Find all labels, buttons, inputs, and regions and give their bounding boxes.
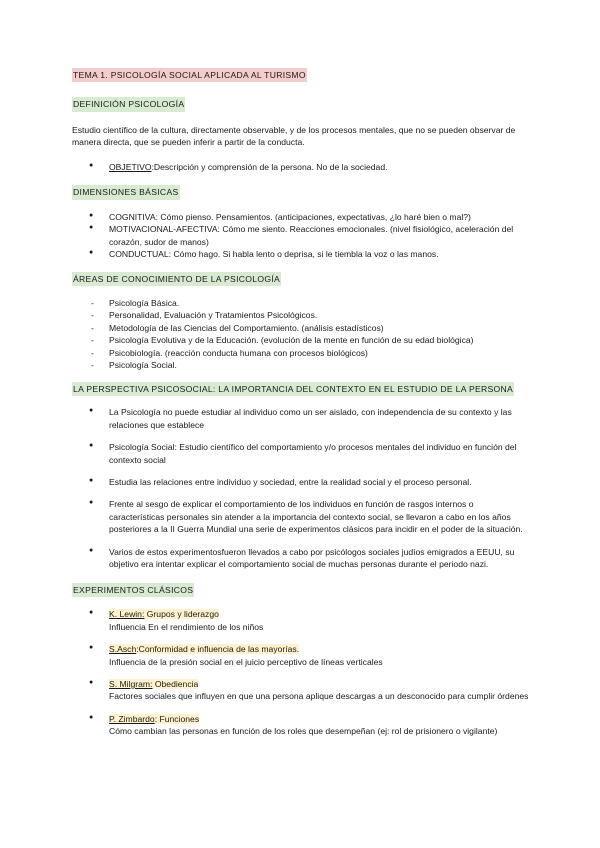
perspectiva-list xyxy=(72,406,530,571)
list-item: ● Frente al sesgo de explicar el comportamiento de los individuos en función de rasgos internos o características personales sin atender a la importancia del contexto social, se llevaron a cabo en los años posteriores a la II Guerra Mundial una serie de experimentos clásicos para incidir en el poder de la situación. xyxy=(72,498,530,535)
list-item: - Metodología de las Ciencias del Comportamiento. (análisis estadísticos) xyxy=(72,322,530,334)
experiment-topic: : Funciones xyxy=(154,713,200,724)
objetivo-label: OBJETIVO xyxy=(109,161,152,172)
experiment-item xyxy=(72,643,530,668)
document-page xyxy=(72,68,530,738)
document-title: TEMA 1. PSICOLOGÍA SOCIAL APLICADA AL TURISMO xyxy=(72,68,307,82)
list-item: ● CONDUCTUAL: Cómo hago. Si habla lento o deprisa, si le tiembla la voz o las manos. xyxy=(72,248,530,260)
experiment-author: K. Lewin: xyxy=(109,609,145,620)
experimentos-list xyxy=(72,608,530,738)
section-heading-perspectiva: LA PERSPECTIVA PSICOSOCIAL: LA IMPORTANCIA DEL CONTEXTO EN EL ESTUDIO DE LA PERSONA xyxy=(72,382,514,396)
list-item: ● La Psicología no puede estudiar al individuo como un ser aislado, con independencia de su contexto y las relaciones que establece xyxy=(72,406,530,431)
experiment-topic: Grupos y liderazgo xyxy=(144,609,219,620)
objetivo-list xyxy=(72,161,530,173)
section-heading-dimensiones: DIMENSIONES BÁSICAS xyxy=(72,185,180,199)
dimensiones-list xyxy=(72,211,530,261)
experiment-item xyxy=(72,678,530,703)
experiment-author: P. Zimbardo xyxy=(109,713,155,724)
experiment-description: Cómo cambian las personas en función de los roles que desempeñan (ej: rol de prisionero o vigilante) xyxy=(109,726,498,737)
section-heading-definicion: DEFINICIÓN PSICOLOGÍA xyxy=(72,97,185,111)
definition-paragraph: Estudio científico de la cultura, directamente observable, y de los procesos mentales, que no se pueden observar de manera directa, que se pueden inferir a partir de la conducta. xyxy=(72,124,516,148)
areas-list xyxy=(72,297,530,372)
experiment-author: S. Milgram: xyxy=(109,678,153,689)
experiment-item xyxy=(72,713,530,738)
list-item: - Psicología Básica. xyxy=(72,297,530,309)
list-item: ● Varios de estos experimentosfueron llevados a cabo por psicólogos sociales judíos emigrados a EEUU, su objetivo era intentar explicar el comportamiento social de muchas personas durante el periodo nazi. xyxy=(72,546,530,571)
objetivo-text: :Descripción y comprensión de la persona. No de la sociedad. xyxy=(151,161,388,172)
experiment-author: S.Asch xyxy=(109,644,137,655)
list-item: ● MOTIVACIONAL-AFECTIVA: Cómo me siento. Reacciones emocionales. (nivel fisiológico, aceleración del corazón, sudor de manos) xyxy=(72,223,530,248)
experiment-topic: Obediencia xyxy=(152,678,199,689)
list-item: ● COGNITIVA: Cómo pienso. Pensamientos. (anticipaciones, expectativas, ¿lo haré bien o mal?) xyxy=(72,211,530,223)
list-item: - Psicología Evolutiva y de la Educación. (evolución de la mente en función de su edad biológica) xyxy=(72,334,530,346)
list-item: ● Estudia las relaciones entre individuo y sociedad, entre la realidad social y el proceso personal. xyxy=(72,476,530,488)
experiment-description: Factores sociales que influyen en que una persona aplique descargas a un desconocido para cumplir órdenes xyxy=(109,691,529,702)
experiment-description: Influencia de la presión social en el juicio perceptivo de líneas verticales xyxy=(109,656,383,667)
list-item: - Psicología Social. xyxy=(72,359,530,371)
objetivo-item xyxy=(72,161,530,173)
list-item: - Psicobiología. (reacción conducta humana con procesos biológicos) xyxy=(72,347,530,359)
list-item: ● Psicología Social: Estudio científico del comportamiento y/o procesos mentales del individuo en función del contexto social xyxy=(72,441,530,466)
section-heading-experimentos: EXPERIMENTOS CLÁSICOS xyxy=(72,583,194,597)
experiment-topic: :Conformidad e influencia de las mayorías. xyxy=(136,644,300,655)
experiment-item xyxy=(72,608,530,633)
experiment-description: Influencia En el rendimiento de los niños xyxy=(109,621,264,632)
section-heading-areas: ÁREAS DE CONOCIMIENTO DE LA PSICOLOGÍA xyxy=(72,272,281,286)
list-item: - Personalidad, Evaluación y Tratamientos Psicológicos. xyxy=(72,309,530,321)
